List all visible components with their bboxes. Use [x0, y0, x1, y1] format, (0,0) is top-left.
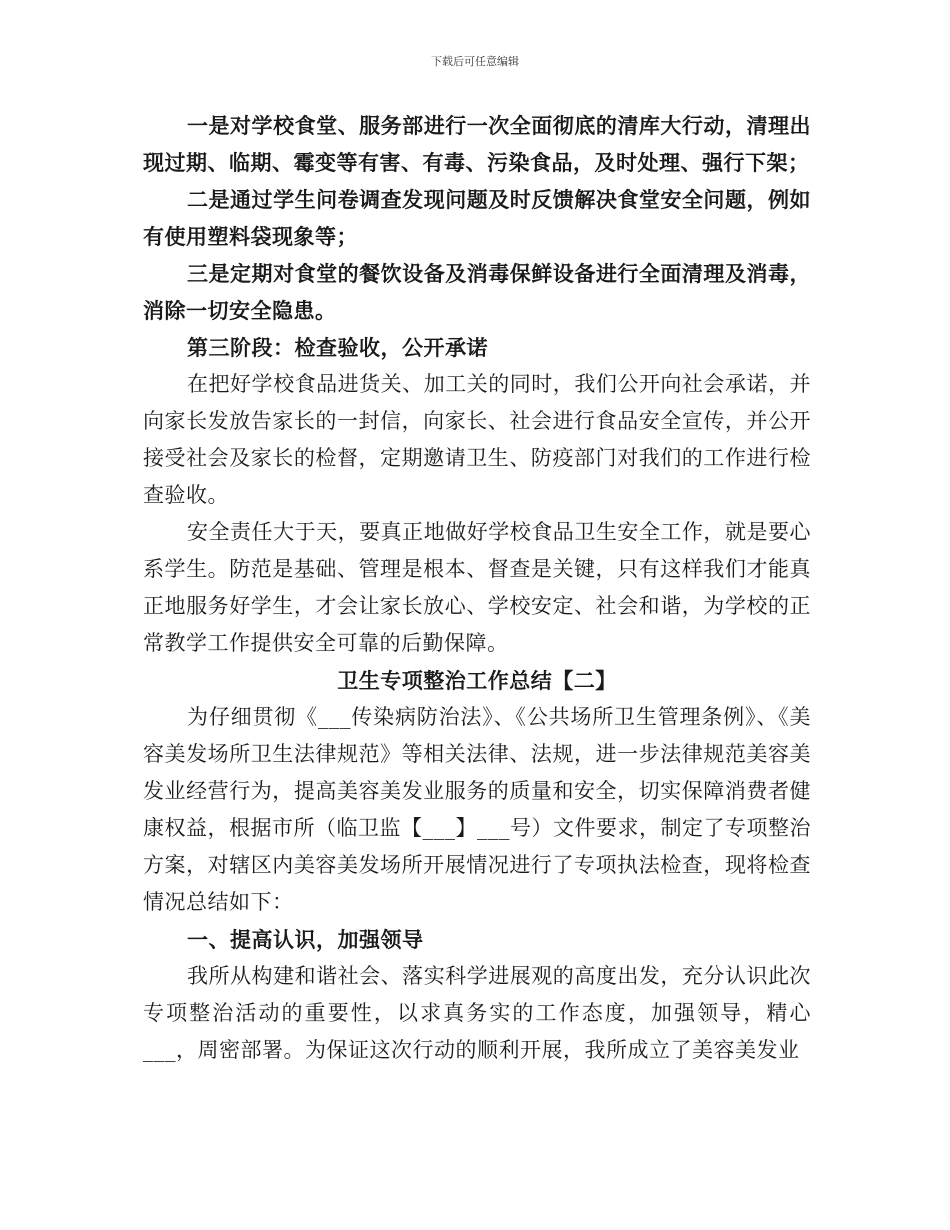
paragraph-measure-3: 三是定期对食堂的餐饮设备及消毒保鲜设备进行全面清理及消毒，消除一切安全隐患。 [143, 261, 811, 323]
section-heading-stage-three: 第三阶段：检查验收，公开承诺 [187, 335, 488, 360]
paragraph-introduction: 为仔细贯彻《___传染病防治法》、《公共场所卫生管理条例》、《美容美发场所卫生法律规范》等相关法律、法规，进一步法律规范美容美发业经营行为，提高美容美发业服务的质量和安全，切实保障消费者健康权益，根据市所（临卫监【___】___号）文件要求，制定了专项整治方案，对辖区内美容美发场所开展情况进行了专项执法检查，现将检查情况总结如下： [143, 705, 811, 914]
page-header-note: 下载后可任意编辑 [431, 55, 519, 68]
paragraph-safety-responsibility: 安全责任大于天，要真正地做好学校食品卫生安全工作，就是要心系学生。防范是基础、管理是根本、督查是关键，只有这样我们才能真正地服务好学生，才会让家长放心、学校安定、社会和谐，为学校的正常教学工作提供安全可靠的后勤保障。 [143, 520, 811, 655]
section-heading-leadership: 一、提高认识，加强领导 [187, 927, 424, 952]
paragraph-measure-2: 二是通过学生问卷调查发现问题及时反馈解决食堂安全问题，例如有使用塑料袋现象等； [143, 187, 811, 249]
document-body [143, 107, 811, 1069]
paragraph-public-commitment: 在把好学校食品进货关、加工关的同时，我们公开向社会承诺，并向家长发放告家长的一封信，向家长、社会进行食品安全宣传，并公开接受社会及家长的检督，定期邀请卫生、防疫部门对我们的工作进行检查验收。 [143, 372, 811, 507]
document-title-part-two: 卫生专项整治工作总结【二】 [337, 668, 617, 693]
paragraph-leadership: 我所从构建和谐社会、落实科学进展观的高度出发，充分认识此次专项整治活动的重要性，以求真务实的工作态度，加强领导，精心___，周密部署。为保证这次行动的顺利开展，我所成立了美容美发业 [143, 964, 811, 1062]
paragraph-measure-1: 一是对学校食堂、服务部进行一次全面彻底的清库大行动，清理出现过期、临期、霉变等有害、有毒、污染食品，及时处理、强行下架； [143, 113, 811, 175]
